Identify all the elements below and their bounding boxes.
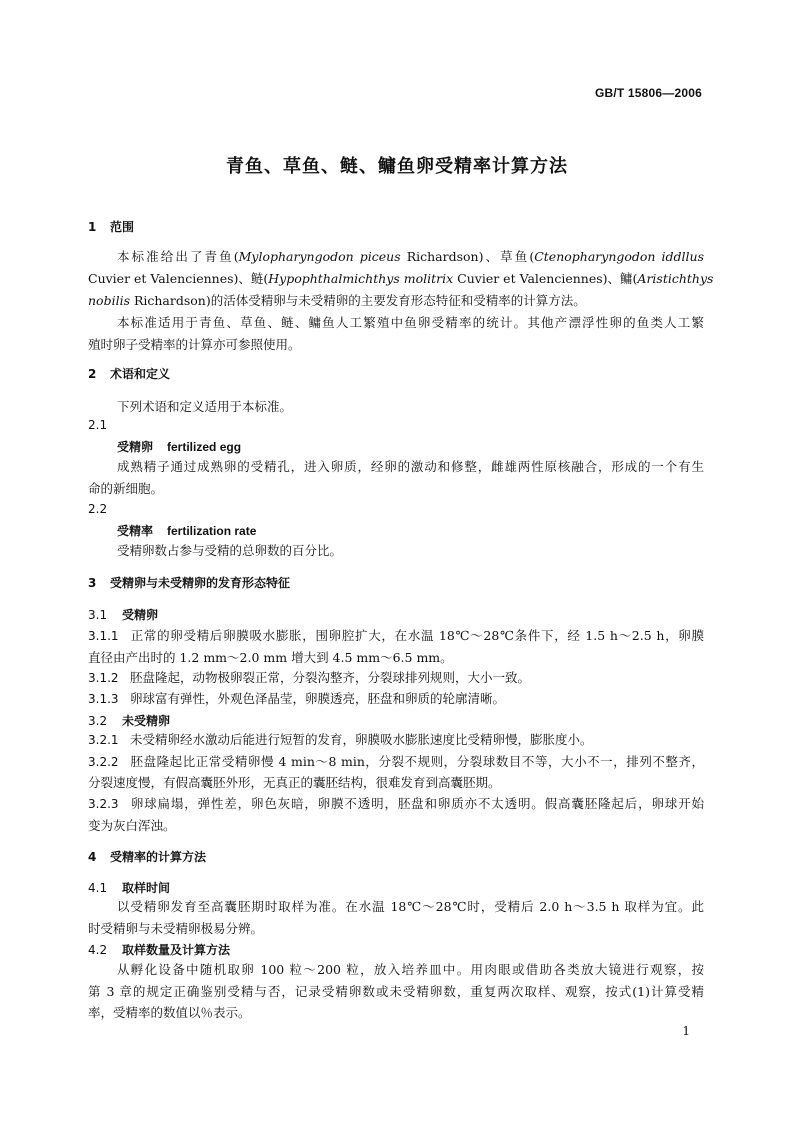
s1-p2-line1: 本标准适用于青鱼、草鱼、鲢、鳙鱼人工繁殖中鱼卵受精率的统计。其他产漂浮性卵的鱼类人工繁 xyxy=(117,315,704,330)
section-2-heading xyxy=(88,365,170,382)
subsection-4-1-heading: 4.1 取样时间 xyxy=(88,881,171,895)
s42-line3: 率，受精率的数值以％表示。 xyxy=(88,1005,251,1020)
section-1-heading xyxy=(88,218,134,235)
document-title: 青鱼、草鱼、鲢、鳙鱼卵受精率计算方法 xyxy=(226,156,568,177)
s42-line2: 第 3 章的规定正确鉴别受精与否，记录受精卵数或未受精卵数，重复两次取样、观察，按式(1)计算受精 xyxy=(88,984,704,999)
standard-code: GB/T 15806—2006 xyxy=(594,86,702,100)
s41-line1: 以受精卵发育至高囊胚期时取样为准。在水温 18℃～28℃时，受精后 2.0 h～3.5 h 取样为宜。此 xyxy=(117,899,704,914)
section-title: 术语和定义 xyxy=(110,367,171,381)
section-number: 3 xyxy=(88,576,97,590)
section-3-heading xyxy=(88,574,290,591)
subsection-3-2-heading: 3.2 未受精卵 xyxy=(88,714,171,728)
definition-number: 2.1 xyxy=(88,418,108,432)
item-3-2-1: 3.2.1 未受精卵经水激动后能进行短暂的发育，卵膜吸水膨胀速度比受精卵慢，膨胀度小。 xyxy=(88,732,593,747)
s41-line2: 时受精卵与未受精卵极易分辨。 xyxy=(88,921,264,936)
s42-line1: 从孵化设备中随机取卵 100 粒～200 粒，放入培养皿中。用肉眼或借助各类放大镜进行观察，按 xyxy=(117,962,704,977)
item-3-1-1-line1: 3.1.1 正常的卵受精后卵膜吸水膨胀，围卵腔扩大，在水温 18℃～28℃条件下，经 1.5 h～2.5 h，卵膜 xyxy=(88,628,704,643)
term-fertilization-rate: 受精率 fertilization rate xyxy=(117,524,257,538)
item-3-1-3: 3.1.3 卵球富有弹性，外观色泽晶莹，卵膜透亮，胚盘和卵质的轮廓清晰。 xyxy=(88,691,506,706)
section-number: 1 xyxy=(88,220,97,234)
item-3-2-3-line1: 3.2.3 卵球扁塌，弹性差，卵色灰暗，卵膜不透明，胚盘和卵质亦不太透明。假高囊胚隆起后，卵球开始 xyxy=(88,796,704,811)
page-number: 1 xyxy=(682,1024,690,1038)
item-3-2-3-line2: 变为灰白浑浊。 xyxy=(88,818,176,833)
section-number: 2 xyxy=(88,367,97,381)
s1-p1-line2: Cuvier et Valenciennes)、鲢(Hypophthalmichthys molitrix Cuvier et Valenciennes)、鳙(Aristichthys xyxy=(88,271,714,286)
section-title: 受精率的计算方法 xyxy=(110,850,207,864)
s2-intro: 下列术语和定义适用于本标准。 xyxy=(117,399,293,414)
item-3-2-2-line1: 3.2.2 胚盘隆起比正常受精卵慢 4 min～8 min，分裂不规则，分裂球数目不等，大小不一，排列不整齐， xyxy=(88,754,704,769)
s1-p1-line1: 本标准给出了青鱼(Mylopharyngodon piceus Richardson)、草鱼(Ctenopharyngodon iddllus xyxy=(117,249,705,264)
subsection-4-2-heading: 4.2 取样数量及计算方法 xyxy=(88,943,231,957)
section-title: 范围 xyxy=(110,220,135,234)
item-3-1-2: 3.1.2 胚盘隆起，动物极卵裂正常，分裂沟整齐，分裂球排列规则，大小一致。 xyxy=(88,670,531,685)
d1-line1: 成熟精子通过成熟卵的受精孔，进入卵质，经卵的激动和修整，雌雄两性原核融合，形成的一个有生 xyxy=(117,459,704,474)
subsection-3-1-heading: 3.1 受精卵 xyxy=(88,608,159,622)
section-4-heading xyxy=(88,848,206,865)
definition-number: 2.2 xyxy=(88,502,108,516)
section-number: 4 xyxy=(88,850,97,864)
item-3-2-2-line2: 分裂速度慢，有假高囊胚外形，无真正的囊胚结构，很难发育到高囊胚期。 xyxy=(88,775,501,790)
s1-p1-line3: nobilis Richardson)的活体受精卵与未受精卵的主要发育形态特征和受精率的计算方法。 xyxy=(88,293,586,308)
section-title: 受精卵与未受精卵的发育形态特征 xyxy=(110,576,291,590)
item-3-1-1-line2: 直径由产出时的 1.2 mm～2.0 mm 增大到 4.5 mm～6.5 mm。 xyxy=(88,650,453,665)
d1-line2: 命的新细胞。 xyxy=(88,481,164,496)
term-fertilized-egg: 受精卵 fertilized egg xyxy=(117,440,242,454)
s1-p2-line2: 殖时卵子受精率的计算亦可参照使用。 xyxy=(88,337,301,352)
d2-line1: 受精卵数占参与受精的总卵数的百分比。 xyxy=(117,543,343,558)
